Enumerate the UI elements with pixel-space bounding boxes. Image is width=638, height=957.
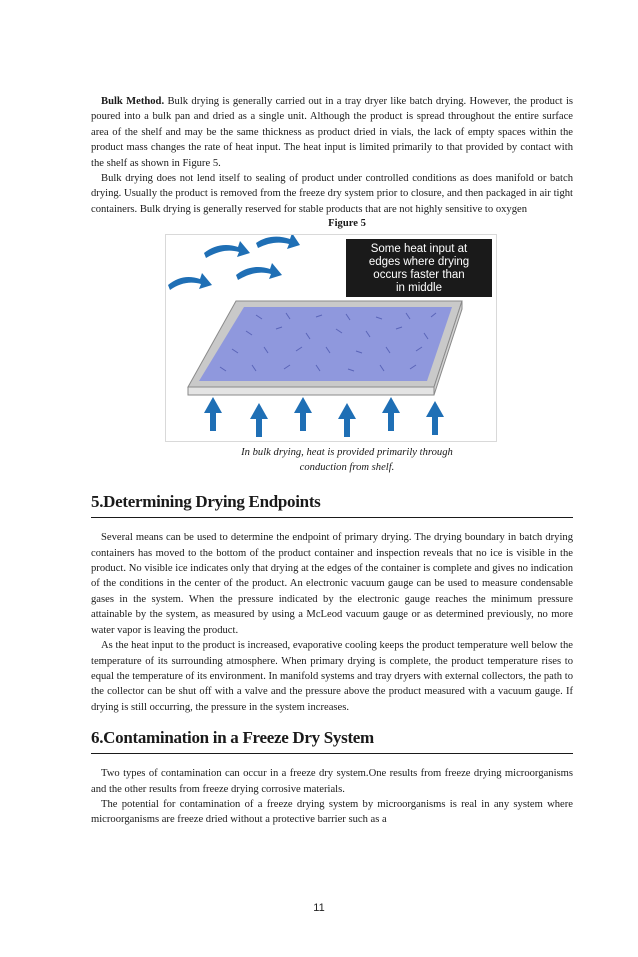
bulk-method-lead: Bulk Method. — [101, 96, 165, 107]
section-5-paragraph-2: As the heat input to the product is increased, evaporative cooling keeps the product temperature well below the temperature of its surrounding atmosphere. When primary drying is complete, the product temperature rises to equal the temperature of its environment. In manifold systems and tray dryers with external collectors, the path to the collector can be shut off with a valve and the pressure above the product measured with a vacuum gauge. If drying is still occurring, the pressure in the system increases. — [91, 640, 573, 713]
page-content — [91, 94, 573, 828]
bulk-drying-paragraph: Bulk drying does not lend itself to sealing of product under controlled conditions as does manifold or batch drying. Usually the product is removed from the freeze dry system prior to closure, and then packaged in air tight containers. Bulk drying is generally reserved for stable products that are not highly sensitive to oxygen — [91, 173, 573, 215]
section-5-heading: 5.Determining Drying Endpoints — [91, 491, 573, 518]
annotation-line-4: in middle — [395, 282, 443, 295]
caption-line-2: conduction from shelf. — [299, 462, 395, 474]
shelf-heat-arrows — [204, 397, 444, 437]
bulk-method-text: Bulk drying is generally carried out in a tray dryer like batch drying. However, the product is poured into a bulk pan and dried as a single unit. Although the product is spread throughout the entire surface area of the shelf and may be the same thickness as product dried in vials, the lack of empty spaces within the product mass changes the rate of heat input. The heat input is limited primarily to that provided by contact with the shelf as shown in Figure 5. — [91, 96, 574, 169]
up-arrow-1 — [204, 397, 222, 431]
bulk-method-paragraph — [91, 94, 573, 171]
annotation-line-2: edges where drying — [368, 256, 470, 269]
annotation-line-3: occurs faster than — [373, 269, 465, 282]
section-6-heading: 6.Contamination in a Freeze Dry System — [91, 727, 573, 754]
side-arrow-4 — [256, 235, 300, 249]
up-arrow-4 — [338, 403, 356, 437]
section-6-paragraph-2: The potential for contamination of a freeze drying system by microorganisms is real in any system where microorganisms are freeze dried without a protective barrier such as a — [91, 798, 573, 826]
tray-front-edge — [188, 387, 434, 395]
page-number: 11 — [313, 902, 325, 914]
side-arrow-2 — [204, 241, 250, 258]
side-arrow-3 — [236, 263, 282, 280]
section-5-paragraph-1: Several means can be used to determine the endpoint of primary drying. The drying boundary in batch drying containers has moved to the bottom of the product container and inspection reveals that no ice is visible in the product. No visible ice indicates only that drying at the edges of the container is complete and gives no indication of the conditions in the center of the product. An electronic vacuum gauge can be used to measure condensable gases in the system. When the pressure indicated by the electronic gauge reaches the minimum pressure attainable by the system, as measured by using a McLeod vacuum gauge or as determined previously, no more water vapor is leaving the product. — [91, 532, 573, 636]
caption-line-1: In bulk drying, heat is provided primarily through — [241, 447, 453, 459]
up-arrow-3 — [294, 397, 312, 431]
side-heat-arrows — [168, 235, 300, 290]
up-arrow-5 — [382, 397, 400, 431]
figure-caption — [91, 445, 573, 475]
tray — [188, 301, 462, 395]
up-arrow-2 — [250, 403, 268, 437]
side-arrow-1 — [168, 273, 212, 290]
figure-5-illustration — [165, 234, 497, 442]
annotation-line-1: Some heat input at — [370, 243, 468, 256]
section-6-paragraph-1: Two types of contamination can occur in a freeze dry system.One results from freeze drying microorganisms and the other results from freeze drying corrosive materials. — [91, 768, 573, 795]
bulk-drying-diagram — [166, 235, 496, 441]
up-arrow-6 — [426, 401, 444, 435]
figure-title: Figure 5 — [328, 218, 366, 230]
